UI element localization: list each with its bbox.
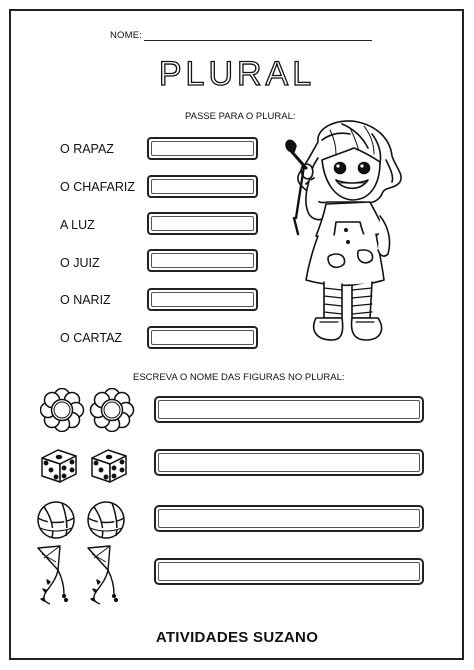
kite-icon bbox=[30, 544, 130, 610]
name-label: NOME: bbox=[110, 30, 143, 41]
figure-answer-box-2[interactable] bbox=[154, 449, 424, 476]
footer-brand: ATIVIDADES SUZANO bbox=[155, 629, 319, 646]
name-field bbox=[110, 30, 372, 41]
dice-icon bbox=[38, 444, 134, 486]
answer-box-2[interactable] bbox=[147, 175, 258, 198]
word-4: O JUIZ bbox=[60, 256, 100, 270]
word-1: O RAPAZ bbox=[60, 142, 114, 156]
page-title: PLURAL bbox=[158, 55, 316, 93]
answer-box-6[interactable] bbox=[147, 326, 258, 349]
word-5: O NARIZ bbox=[60, 293, 111, 307]
beach-ball-icon bbox=[36, 498, 132, 542]
name-underline[interactable] bbox=[144, 31, 372, 41]
answer-box-5[interactable] bbox=[147, 288, 258, 311]
instruction-figures: ESCREVA O NOME DAS FIGURAS NO PLURAL: bbox=[133, 372, 345, 383]
instruction-plural: PASSE PARA O PLURAL: bbox=[185, 111, 296, 122]
word-6: O CARTAZ bbox=[60, 331, 123, 345]
flower-icon bbox=[40, 388, 136, 432]
figure-answer-box-3[interactable] bbox=[154, 505, 424, 532]
answer-box-4[interactable] bbox=[147, 249, 258, 272]
answer-box-3[interactable] bbox=[147, 212, 258, 235]
girl-painter-illustration bbox=[280, 118, 405, 350]
word-3: A LUZ bbox=[60, 218, 95, 232]
figure-answer-box-1[interactable] bbox=[154, 396, 424, 423]
figure-answer-box-4[interactable] bbox=[154, 558, 424, 585]
word-2: O CHAFARIZ bbox=[60, 180, 136, 194]
answer-box-1[interactable] bbox=[147, 137, 258, 160]
